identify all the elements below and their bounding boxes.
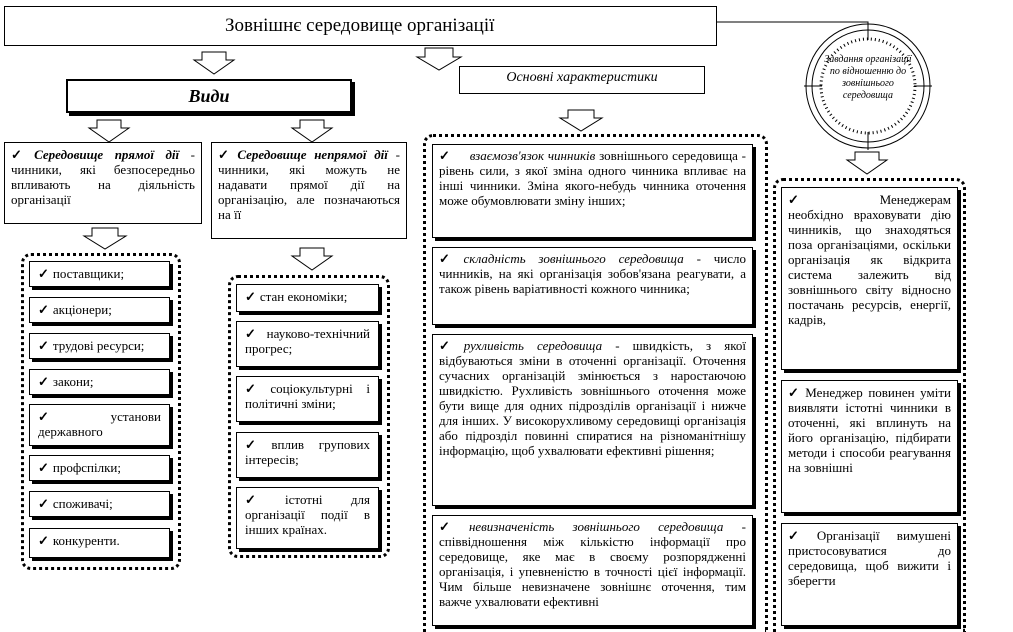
characteristic-desc: - число чинників, на які організація зобов'язана реагувати, а також рівень варіативності кожного чинника; [439,251,746,296]
indirect-item-label: вплив групових інтересів; [245,437,370,467]
direct-item [29,491,170,517]
direct-item-label: профспілки; [52,460,121,475]
indirect-item-label: стан економіки; [259,289,348,304]
check-icon: ✓ [38,533,49,548]
task-text: Менеджер повинен уміти виявляти істотні чинники в оточенні, які вплинуть на його організацію, підбирати методи і способи реагування на зовнішні [788,385,951,475]
arrow-title-to-types [194,52,234,74]
indirect-item-label: соціокультурні і політичні зміни; [245,381,370,411]
check-icon: ✓ [38,496,49,511]
direct-item [29,297,170,323]
indirect-item [236,376,379,422]
characteristic-term: невизначеність зовнішнього середовища [468,519,724,534]
direct-item-label: трудові ресурси; [52,338,145,353]
direct-item [29,455,170,481]
check-icon: ✓ [245,437,268,452]
types-header: Види [66,79,352,113]
check-icon: ✓ [38,302,49,317]
indirect-item [236,487,379,549]
indirect-item [236,321,379,367]
task-text: Менеджерам необхідно враховувати дію чинників, що знаходяться поза організаціями, оскільки організація як відкрита система залежить від зовнішнього світу відносно постачань ресурсів, енергії, кадрів, [788,192,951,327]
indirect-item [236,284,379,312]
direct-item-label: акціонери; [52,302,112,317]
check-icon: ✓ [245,326,263,341]
indirect-item-label: істотні для організації події в інших країнах. [245,492,370,537]
check-icon: ✓ [38,460,49,475]
check-icon: ✓ [788,528,813,543]
direct-item [29,369,170,395]
characteristic-item [432,334,753,506]
tasks-circle-label: Завдання організації по відношенню до зовнішнього середовища [824,54,912,101]
check-icon: ✓ [245,289,256,304]
check-icon: ✓ [38,338,49,353]
characteristic-desc: - швидкість, з якої відбуваються зміни в оточенні організації. Оточення сучасних організацій змінюється з наростаючою швидкістю. Рухливість зовнішнього оточення може бути вище для одних підрозділів організації і нижче для інших. У високорухливому середовищі організація або підрозділ повинні спиратися на різноманітнішу інформацію, щоб ухвалювати ефективні рішення; [439,338,746,458]
characteristics-header: Основні характеристики [459,66,705,94]
direct-item-label: установи державного [38,409,161,439]
characteristic-term: взаємозв'язок чинників [469,148,596,163]
direct-item-label: поставщики; [52,266,125,281]
check-icon: ✓ [439,148,451,163]
direct-item-label: закони; [52,374,94,389]
task-item [781,380,958,513]
check-icon: ✓ [245,492,282,507]
indirect-item [236,432,379,478]
check-icon: ✓ [439,251,460,266]
page-title: Зовнішнє середовище організації [4,6,717,46]
check-icon: ✓ [11,147,31,162]
indirect-environment-box [211,142,407,239]
characteristic-term: рухливість середовища [463,338,603,353]
check-icon: ✓ [788,192,806,207]
characteristic-desc: зовнішнього середовища - рівень сили, з якої зміна одного чинника впливає на інші чинники. Зміна якого-небудь чинника оточення може обумовлювати зміну інших; [439,148,747,208]
arrow-title-to-characteristics [417,48,461,70]
check-icon: ✓ [439,338,460,353]
task-item [781,523,958,626]
check-icon: ✓ [788,385,802,400]
characteristic-term: складність зовнішнього середовища [463,251,684,266]
task-item [781,187,958,370]
arrow-circle-to-tasks [847,152,887,174]
arrow-characteristics-down [560,110,602,131]
arrow-types-to-indirect [292,120,332,142]
check-icon: ✓ [38,374,49,389]
characteristic-item [432,144,753,238]
direct-item [29,404,170,446]
characteristic-item [432,515,753,626]
indirect-item-label: науково-технічний прогрес; [245,326,370,356]
characteristic-desc: - співвідношення між кількістю інформації про середовище, яке має в своєму розпорядженні організація, і упевненістю в точності цієї інформації. Чим більше невизначене зовнішнє оточення, тим важче ухвалювати ефективні [439,519,746,609]
check-icon: ✓ [218,147,234,162]
check-icon: ✓ [38,409,107,424]
arrow-indirect-to-items [292,248,332,270]
direct-item-label: конкуренти. [52,533,120,548]
direct-desc: - чинники, які безпосередньо впливають на діяльність організації [11,147,195,207]
check-icon: ✓ [245,381,267,396]
task-text: Організації вимушені пристосовуватися до середовища, щоб вижити і зберегти [788,528,951,588]
direct-item [29,261,170,287]
indirect-term: Середовище непрямої дії [237,147,388,162]
direct-item-label: споживачі; [52,496,113,511]
arrow-direct-to-items [84,228,126,249]
arrow-types-to-direct [89,120,129,142]
direct-item [29,528,170,558]
direct-environment-box [4,142,202,224]
direct-item [29,333,170,359]
indirect-desc: - чинники, які можуть не надавати прямої дії на організацію, але позначаються на її [218,147,400,222]
direct-term: Середовище прямої дії [34,147,180,162]
characteristic-item [432,247,753,325]
check-icon: ✓ [38,266,49,281]
check-icon: ✓ [439,519,465,534]
